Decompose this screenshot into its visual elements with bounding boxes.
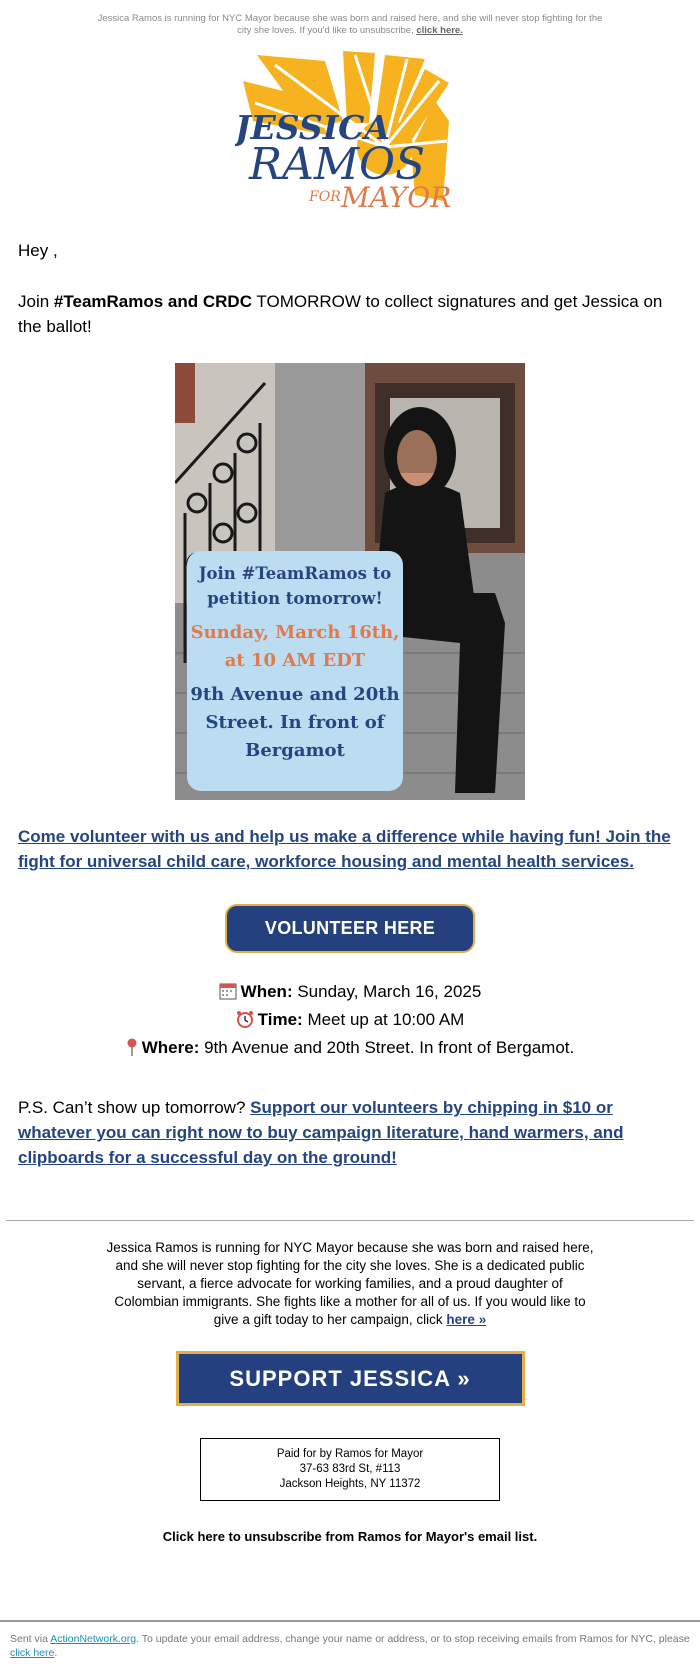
flyer-card <box>187 551 403 791</box>
paid-for-box <box>200 1438 500 1501</box>
volunteer-cta-link[interactable]: Come volunteer with us and help us make a difference while having fun! Join the fight for universal child care, workforce housing and mental health services. <box>18 827 671 871</box>
event-flyer-image[interactable] <box>175 363 525 800</box>
footer <box>0 1622 700 1674</box>
footer-middle: . To update your email address, change your name or address, or to stop receiving emails from Ramos for NYC, please <box>136 1633 690 1645</box>
ps-prefix: P.S. Can’t show up tomorrow? <box>18 1098 251 1117</box>
preheader <box>90 0 610 37</box>
event-time <box>0 1007 700 1035</box>
preheader-unsubscribe-link[interactable]: click here. <box>416 25 463 36</box>
footer-prefix: Sent via <box>10 1633 51 1645</box>
footer-click-here-link[interactable]: click here <box>10 1647 55 1659</box>
where-label: Where: <box>141 1038 200 1057</box>
intro-before: Join <box>18 292 54 311</box>
about-paragraph <box>105 1239 595 1329</box>
campaign-logo <box>235 51 465 217</box>
intro-bold: #TeamRamos and CRDC <box>53 292 252 311</box>
actionnetwork-link[interactable]: ActionNetwork.org <box>50 1633 137 1645</box>
about-here-link[interactable]: here » <box>446 1312 487 1327</box>
logo-mayor: MAYOR <box>341 181 452 214</box>
flyer-location: 9th Avenue and 20th Street. In front of Bergamot <box>190 684 400 761</box>
paid-for-line-2: 37-63 83rd St, #113 <box>299 1463 401 1475</box>
volunteer-cta <box>0 800 700 874</box>
when-label: When: <box>240 982 293 1001</box>
event-details <box>0 979 700 1063</box>
flyer-date: Sunday, March 16th, at 10 AM EDT <box>190 622 400 671</box>
greeting: Hey , <box>18 241 58 260</box>
ps-paragraph <box>0 1063 700 1170</box>
flyer-headline: Join #TeamRamos to petition tomorrow! <box>198 564 392 608</box>
volunteer-button[interactable]: VOLUNTEER HERE <box>225 904 475 953</box>
about-text: Jessica Ramos is running for NYC Mayor because she was born and raised here, and she will never stop fighting for the city she loves. She is a dedicated public servant, a fierce advocate for working families, and a proud daughter of Colombian immigrants. She fights like a mother for all of us. If you would like to give a gift today to her campaign, click <box>106 1240 594 1327</box>
section-divider <box>6 1220 694 1221</box>
intro-paragraph <box>0 263 700 339</box>
unsubscribe-line <box>0 1529 700 1544</box>
footer-suffix: . <box>54 1647 58 1659</box>
unsubscribe-link[interactable]: Click here to unsubscribe from Ramos for Mayor's email list. <box>162 1529 538 1544</box>
logo-line-2: RAMOS <box>249 139 426 190</box>
paid-for-line-3: Jackson Heights, NY 11372 <box>279 1478 421 1490</box>
where-value: 9th Avenue and 20th Street. In front of Bergamot. <box>199 1038 575 1057</box>
logo-line-1: JESSICA <box>235 108 391 147</box>
alarm-clock-icon <box>236 1010 254 1035</box>
intro-after: TOMORROW to collect signatures and get Jessica on the ballot! <box>18 292 663 336</box>
time-label: Time: <box>257 1010 303 1029</box>
time-value: Meet up at 10:00 AM <box>302 1010 465 1029</box>
pushpin-icon <box>126 1038 138 1063</box>
when-value: Sunday, March 16, 2025 <box>292 982 482 1001</box>
event-when <box>0 979 700 1007</box>
preheader-text: Jessica Ramos is running for NYC Mayor because she was born and raised here, and she will never stop fighting for the city she loves. If you'd like to unsubscribe, <box>97 13 603 36</box>
donate-link[interactable]: Support our volunteers by chipping in $10 or whatever you can right now to buy campaign literature, hand warmers, and clipboards for a successful day on the ground! <box>18 1098 624 1167</box>
calendar-icon <box>219 982 237 1007</box>
paid-for-line-1: Paid for by Ramos for Mayor <box>276 1448 424 1460</box>
logo-for: FOR <box>309 189 341 205</box>
event-where <box>0 1035 700 1063</box>
support-jessica-button[interactable]: SUPPORT JESSICA » <box>176 1351 525 1406</box>
